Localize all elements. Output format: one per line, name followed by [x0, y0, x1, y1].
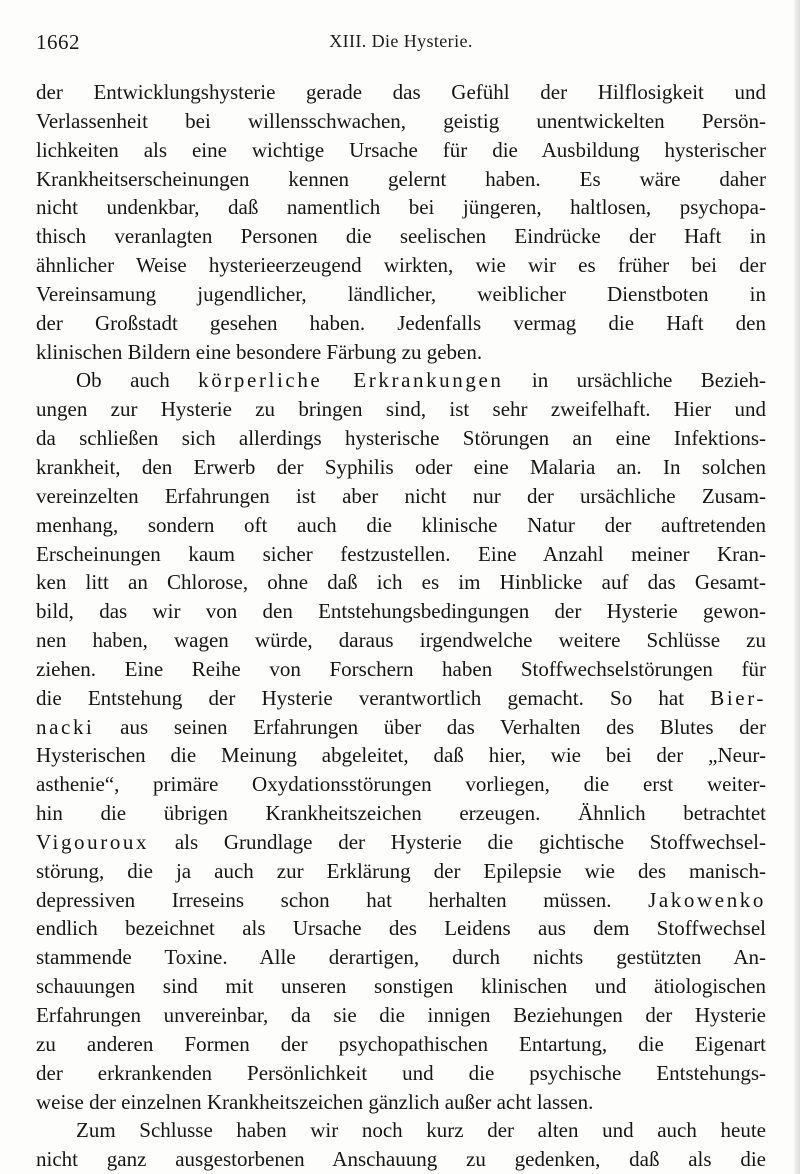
- running-title: XIII. Die Hysterie.: [329, 31, 473, 51]
- text-run: der Entwicklungshysterie gerade das Gefühl der Hilflosigkeit und: [36, 80, 766, 104]
- paragraph: [36, 1116, 766, 1174]
- text-line: [36, 1059, 766, 1088]
- text-run: depressiven Irreseins schon hat herhalten müssen.: [36, 887, 649, 912]
- body-text: [36, 78, 766, 1174]
- text-line: [36, 1116, 766, 1145]
- text-line: [36, 857, 766, 886]
- text-line: [36, 1030, 766, 1059]
- text-run: als Grundlage der Hysterie die gichtische Stoffwechsel-: [149, 829, 766, 854]
- text-line: [36, 511, 766, 540]
- text-run: der Großstadt gesehen haben. Jedenfalls vermag die Haft den: [36, 310, 766, 335]
- text-run: Erfahrungen unvereinbar, da sie die innigen Beziehungen der Hysterie: [36, 1003, 766, 1027]
- text-run: menhang, sondern oft auch die klinische Natur der auftretenden: [36, 512, 766, 537]
- page-header: [36, 30, 766, 58]
- text-line: [36, 1088, 766, 1117]
- text-run: da schließen sich allerdings hysterische Störungen an eine Infektions-: [36, 426, 766, 451]
- text-line: [36, 1001, 766, 1030]
- text-run: bild, das wir von den Entstehungsbedingungen der Hysterie gewon-: [36, 599, 766, 624]
- text-run: aus seinen Erfahrungen über das Verhalten des Blutes der: [94, 714, 766, 739]
- text-run: der erkrankenden Persönlichkeit und die psychische Entstehungs-: [36, 1060, 766, 1085]
- text-line: [36, 107, 766, 136]
- text-run: Vereinsamung jugendlicher, ländlicher, weiblicher Dienstboten in: [36, 281, 766, 306]
- text-run: stammende Toxine. Alle derartigen, durch nichts gestützten An-: [36, 945, 766, 970]
- text-line: [36, 713, 766, 742]
- text-run: nicht undenkbar, daß namentlich bei jüngeren, haltlosen, psychopa-: [36, 195, 766, 220]
- paragraph: [36, 366, 766, 1116]
- text-line: [36, 1145, 766, 1174]
- text-run: hin die übrigen Krankheitszeichen erzeugen. Ähnlich betrachtet: [36, 801, 766, 826]
- text-line: [36, 568, 766, 597]
- text-line: [36, 424, 766, 453]
- text-run: Krankheitserscheinungen kennen gelernt haben. Es wäre daher: [36, 166, 766, 191]
- text-run: ungen zur Hysterie zu bringen sind, ist sehr zweifelhaft. Hier und: [36, 397, 766, 422]
- text-run: schauungen sind mit unseren sonstigen klinischen und ätiologischen: [36, 974, 766, 999]
- spaced-emphasis: Vigouroux: [36, 829, 150, 854]
- text-line: [36, 251, 766, 280]
- text-run: nicht ganz ausgestorbenen Anschauung zu gedenken, daß als die: [36, 1147, 766, 1172]
- text-run: in ursächliche Bezieh-: [503, 368, 766, 393]
- text-line: [36, 395, 766, 424]
- text-run: die Entstehung der Hysterie verantwortlich gemacht. So hat: [36, 685, 711, 710]
- text-run: zu anderen Formen der psychopathischen Entartung, die Eigenart: [36, 1031, 766, 1056]
- text-run: nen haben, wagen würde, daraus irgendwelche weitere Schlüsse zu: [36, 628, 766, 653]
- text-line: [36, 222, 766, 251]
- text-run: Erscheinungen kaum sicher festzustellen. Eine Anzahl meiner Kran-: [36, 541, 766, 566]
- text-line: [36, 770, 766, 799]
- text-line: [36, 78, 766, 107]
- text-line: [36, 799, 766, 828]
- text-line: [36, 655, 766, 684]
- text-line: [36, 540, 766, 569]
- text-run: klinischen Bildern eine besondere Färbung zu geben.: [36, 339, 483, 364]
- spaced-emphasis: körperliche Erkrankungen: [198, 368, 504, 393]
- text-line: [36, 943, 766, 972]
- text-run: ken litt an Chlorose, ohne daß ich es im Hinblicke auf das Gesamt-: [36, 570, 766, 595]
- text-line: [36, 482, 766, 511]
- text-line: [36, 338, 766, 367]
- text-run: Verlassenheit bei willensschwachen, geistig unentwickelten Persön-: [36, 108, 766, 133]
- text-run: asthenie“, primäre Oxydationsstörungen vorliegen, die erst weiter-: [36, 772, 766, 797]
- text-run: Ob auch: [76, 368, 199, 393]
- text-line: [36, 193, 766, 222]
- text-line: [36, 309, 766, 338]
- text-run: ähnlicher Weise hysterieerzeugend wirkten, wie wir es früher bei der: [36, 253, 766, 278]
- text-line: [36, 280, 766, 309]
- spaced-emphasis: Jakowenko: [648, 887, 766, 912]
- text-line: [36, 828, 766, 857]
- text-run: weise der einzelnen Krankheitszeichen gänzlich außer acht lassen.: [36, 1089, 594, 1114]
- text-line: [36, 626, 766, 655]
- text-run: thisch veranlagten Personen die seelischen Eindrücke der Haft in: [36, 224, 766, 249]
- text-run: Hysterischen die Meinung abgeleitet, daß hier, wie bei der „Neur-: [36, 743, 766, 768]
- spaced-emphasis: Bier-: [710, 685, 766, 710]
- spaced-emphasis: nacki: [36, 714, 95, 739]
- text-line: [36, 453, 766, 482]
- text-line: [36, 136, 766, 165]
- text-line: [36, 886, 766, 915]
- text-run: störung, die ja auch zur Erklärung der Epilepsie wie des manisch-: [36, 858, 766, 883]
- paragraph: [36, 78, 766, 366]
- text-run: Zum Schlusse haben wir noch kurz der alten und auch heute: [76, 1118, 766, 1143]
- text-line: [36, 684, 766, 713]
- text-run: vereinzelten Erfahrungen ist aber nicht nur der ursächliche Zusam-: [36, 483, 766, 508]
- text-run: ziehen. Eine Reihe von Forschern haben Stoffwechselstörungen für: [36, 656, 766, 681]
- text-line: [36, 741, 766, 770]
- text-line: [36, 165, 766, 194]
- page-number: 1662: [36, 30, 80, 54]
- text-run: endlich bezeichnet als Ursache des Leidens aus dem Stoffwechsel: [36, 916, 766, 941]
- text-run: krankheit, den Erwerb der Syphilis oder eine Malaria an. In solchen: [36, 454, 766, 479]
- text-line: [36, 914, 766, 943]
- text-line: [36, 597, 766, 626]
- text-run: lichkeiten als eine wichtige Ursache für die Ausbildung hysterischer: [36, 137, 766, 162]
- text-line: [36, 366, 766, 395]
- text-line: [36, 972, 766, 1001]
